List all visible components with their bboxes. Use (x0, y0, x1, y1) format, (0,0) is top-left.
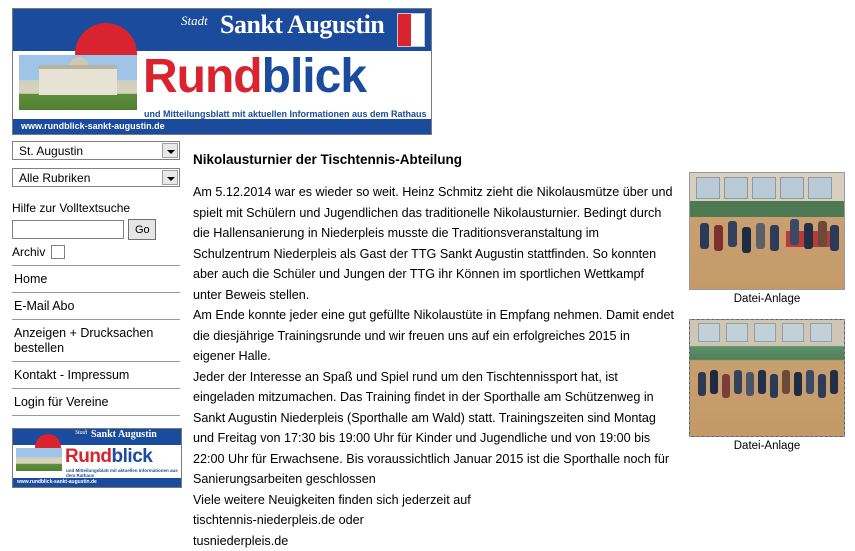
search-row (12, 219, 182, 240)
gym2-person (734, 370, 742, 394)
crest-red-half (398, 14, 411, 46)
masthead-stadt-label: Stadt (181, 13, 208, 29)
masthead-url: www.rundblick-sankt-augustin.de (13, 119, 431, 134)
gym1-person (770, 225, 779, 251)
sidebar (12, 141, 182, 488)
sidebar-item-kontakt-impressum[interactable]: Kontakt - Impressum (12, 362, 180, 389)
sidebar-nav (12, 265, 180, 416)
ad-title (65, 446, 152, 467)
article-paragraph-2: Am Ende konnte jeder eine gut gefüllte Nikolaustüte in Empfang nehmen. Damit endet die diesjährige Trainingsrunde und wir freuen uns auf ein erfolgreiches 2015 in eigener Halle. (193, 305, 675, 367)
gym1-person (818, 221, 827, 247)
chevron-down-icon[interactable] (162, 170, 178, 185)
gym1-person (756, 223, 765, 249)
attachment-image-2[interactable] (689, 319, 845, 437)
article-paragraph-1: Am 5.12.2014 war es wieder so weit. Heinz Schmitz zieht die Nikolausmütze über und spielt mit Schülern und Jugendlichen das traditionelle Nikolausturnier. Bedingt durch die Hallensanierung in Niederpleis musste die Traditionsveranstaltung im Schulzentrum Niederpleis als Gast der TTG Sankt Augustin stattfinden. So konnten aber auch die Schüler und Jungen der TTG ihr Können im sportlichen Wettkampf unter Beweis stellen. (193, 182, 675, 305)
gym2-window (810, 323, 832, 342)
gym2-window (726, 323, 748, 342)
gym1-person (700, 223, 709, 249)
archive-label: Archiv (12, 245, 45, 259)
gym2-person (710, 370, 718, 394)
gym2-person (782, 370, 790, 394)
gym2-window (698, 323, 720, 342)
gym1-window (780, 177, 804, 199)
gym2-person (770, 374, 778, 398)
ad-title-rund: Rund (65, 446, 112, 467)
gym2-person (794, 372, 802, 396)
sidebar-item-login-fuer-vereine[interactable]: Login für Vereine (12, 389, 180, 416)
category-select-value: Alle Rubriken (19, 171, 90, 185)
article-paragraph-3: Jeder der Interesse an Spaß und Spiel rund um den Tischtennissport hat, ist eingeladen mitzumachen. Das Training findet in der Sporthalle am Schützenweg in Sankt Augustin Niederpleis (Sporthalle am Wald) statt. Trainingszeiten sind Montag und Freitag von 17:30 bis 19:00 Uhr für Kinder und Jugendliche und von 19:00 bis 22:00 Uhr für Erwachsene. Bis voraussichtlich Januar 2015 ist die Sporthalle noch für Sanierungsarbeiten geschlossen (193, 367, 675, 490)
attachment-caption-1: Datei-Anlage (689, 293, 845, 305)
chevron-down-arrow (167, 150, 175, 154)
gym1-person (728, 221, 737, 247)
gym2-person (830, 370, 838, 394)
gym2-person (698, 372, 706, 396)
attachment-image-1[interactable] (689, 172, 845, 290)
article (193, 152, 675, 551)
gym1-wall-stripe (690, 201, 844, 217)
search-go-button[interactable]: Go (128, 219, 156, 240)
ad-title-blick: blick (112, 446, 153, 467)
chevron-down-arrow (167, 177, 175, 181)
archive-filter[interactable] (12, 245, 182, 259)
sidebar-item-anzeigen-drucksachen[interactable]: Anzeigen + Drucksachen bestellen (12, 320, 180, 362)
media-column (689, 172, 845, 466)
region-select[interactable] (12, 141, 180, 160)
gym1-window (808, 177, 832, 199)
article-link-tusniederpleis[interactable]: tusniederpleis.de (193, 531, 675, 551)
masthead-city-name: Sankt Augustin (220, 10, 384, 40)
gym1-person (830, 225, 839, 251)
masthead-subtitle: und Mitteilungsblatt mit aktuellen Informationen aus dem Rathaus (144, 109, 427, 119)
article-headline: Nikolausturnier der Tischtennis-Abteilung (193, 152, 675, 168)
gym2-person (818, 374, 826, 398)
masthead-title (143, 51, 366, 103)
sidebar-item-email-abo[interactable]: E-Mail Abo (12, 293, 180, 320)
archive-checkbox[interactable] (51, 245, 65, 259)
fulltext-search-help-label: Hilfe zur Volltextsuche (12, 201, 182, 215)
gym2-person (746, 372, 754, 396)
masthead-title-blick: blick (262, 50, 366, 103)
chevron-down-icon[interactable] (162, 143, 178, 158)
ad-photo (16, 448, 62, 471)
sidebar-rundblick-ad[interactable] (12, 428, 182, 488)
sidebar-item-home[interactable]: Home (12, 265, 180, 293)
attachment-caption-2: Datei-Anlage (689, 440, 845, 452)
city-crest-icon (397, 13, 425, 47)
gym1-person (714, 225, 723, 251)
category-select[interactable] (12, 168, 180, 187)
article-link-tischtennis-niederpleis[interactable]: tischtennis-niederpleis.de oder (193, 510, 675, 531)
site-masthead-banner (12, 8, 432, 135)
ad-subtitle: und Mitteilungsblatt mit aktuellen Informationen aus dem Rathaus (66, 468, 181, 478)
article-paragraph-4: Viele weitere Neuigkeiten finden sich jederzeit auf (193, 490, 675, 511)
gym2-person (806, 370, 814, 394)
gym2-window (754, 323, 776, 342)
gym1-window (752, 177, 776, 199)
gym1-window (724, 177, 748, 199)
ad-stadt-label: Stadt (75, 430, 87, 436)
masthead-title-rund: Rund (143, 50, 262, 103)
gym2-person (722, 374, 730, 398)
gym-photo-2 (690, 320, 844, 436)
ad-city-name: Sankt Augustin (91, 429, 157, 440)
masthead-photo (19, 55, 137, 110)
gym1-person (804, 223, 813, 249)
region-select-value: St. Augustin (19, 144, 83, 158)
gym-photo-1 (690, 173, 844, 289)
search-input[interactable] (12, 220, 124, 239)
ad-url: www.rundblick-sankt-augustin.de (13, 478, 181, 487)
gym2-person (758, 370, 766, 394)
masthead-photo-building (39, 65, 117, 95)
gym2-window (782, 323, 804, 342)
gym1-person (790, 219, 799, 245)
gym1-person (742, 227, 751, 253)
gym1-window (696, 177, 720, 199)
